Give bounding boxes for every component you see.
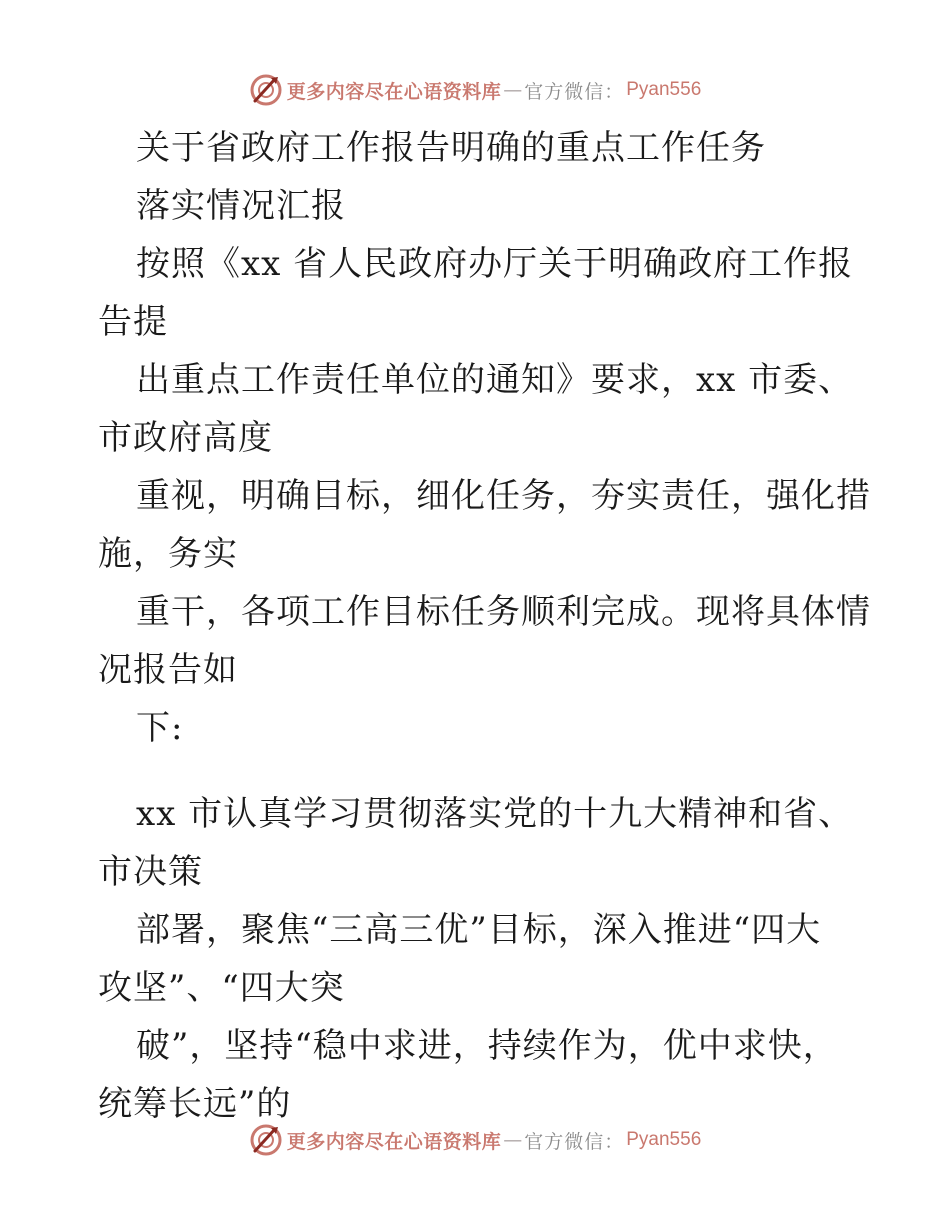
paragraph-line: 统筹长远”的 <box>98 1084 292 1124</box>
document-title-continued: 落实情况汇报 <box>136 186 346 226</box>
paragraph-line: 按照《xx 省人民政府办厅关于明确政府工作报 <box>136 244 854 284</box>
paragraph-line: 部署，聚焦“三高三优”目标，深入推进“四大 <box>136 910 822 950</box>
paragraph-line: xx 市认真学习贯彻落实党的十九大精神和省、 <box>136 794 854 834</box>
paragraph-line: 重干，各项工作目标任务顺利完成。现将具体情 <box>136 592 871 632</box>
banner-separator: — <box>503 79 523 101</box>
document-title: 关于省政府工作报告明确的重点工作任务 <box>136 128 766 168</box>
footer-watermark-banner <box>0 1120 950 1160</box>
brand-text: 更多内容尽在心语资料库 <box>286 80 502 103</box>
paragraph-line: 告提 <box>98 302 168 342</box>
wechat-label: 官方微信： <box>524 1130 625 1153</box>
paragraph-line: 市政府高度 <box>98 418 273 458</box>
paragraph-line: 出重点工作责任单位的通知》要求，xx 市委、 <box>136 360 854 400</box>
banner-separator: — <box>503 1129 523 1151</box>
paragraph-line: 下: <box>136 708 184 748</box>
paragraph-line: 施，务实 <box>98 534 238 574</box>
header-watermark-banner <box>0 70 950 110</box>
wechat-label: 官方微信： <box>524 80 625 103</box>
paragraph-line: 攻坚”、“四大突 <box>98 968 345 1008</box>
paragraph-line: 市决策 <box>98 852 203 892</box>
wechat-id: Pyan556 <box>626 1129 702 1150</box>
paragraph-line: 况报告如 <box>98 650 238 690</box>
brand-logo-icon <box>249 1123 283 1157</box>
wechat-id: Pyan556 <box>626 79 702 100</box>
brand-text: 更多内容尽在心语资料库 <box>286 1130 502 1153</box>
brand-logo-icon <box>249 73 283 107</box>
paragraph-line: 破”，坚持“稳中求进，持续作为，优中求快， <box>136 1026 838 1066</box>
paragraph-line: 重视，明确目标，细化任务，夯实责任，强化措 <box>136 476 871 516</box>
